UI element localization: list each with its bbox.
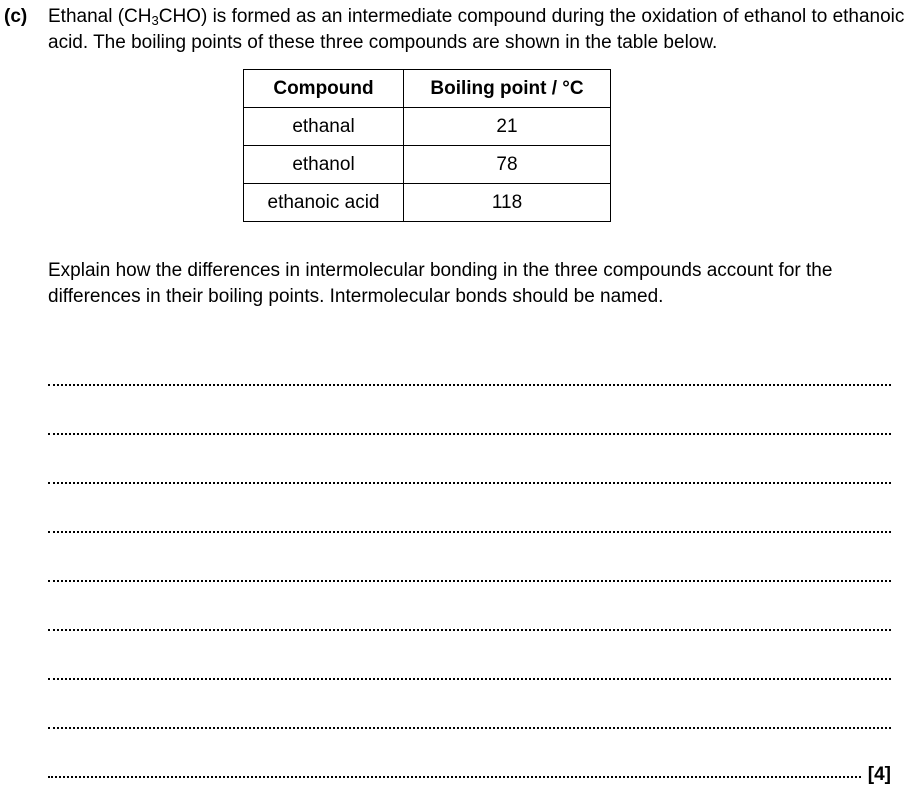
question-part-label: (c) <box>4 6 28 27</box>
answer-line[interactable] <box>48 533 891 582</box>
compound-cell: ethanoic acid <box>244 184 404 222</box>
table-row <box>244 108 611 146</box>
intro-text-start: Ethanal ( <box>48 6 125 27</box>
question-intro <box>48 4 908 56</box>
boiling-point-cell: 118 <box>404 184 611 222</box>
marks-label: [4] <box>867 764 891 785</box>
answer-line[interactable] <box>48 680 891 729</box>
answer-line[interactable] <box>48 337 891 386</box>
answer-line[interactable] <box>48 435 891 484</box>
header-compound: Compound <box>244 70 404 108</box>
table-row <box>244 184 611 222</box>
table-header-row <box>244 70 611 108</box>
answer-line[interactable] <box>48 631 891 680</box>
dotted-rule <box>48 776 861 778</box>
boiling-point-table <box>243 69 611 222</box>
compound-cell: ethanal <box>244 108 404 146</box>
boiling-point-cell: 21 <box>404 108 611 146</box>
intro-text-end: ) is formed as an intermediate compound during the oxidation of ethanol to ethanoic acid. The boiling points of these three compounds are shown in the table below. <box>48 6 905 53</box>
table-row <box>244 146 611 184</box>
question-prompt: Explain how the differences in intermolecular bonding in the three compounds account for the differences in their boiling points. Intermolecular bonds should be named. <box>48 260 833 307</box>
header-boiling-point: Boiling point / °C <box>404 70 611 108</box>
compound-cell: ethanol <box>244 146 404 184</box>
answer-line-final[interactable] <box>48 729 891 785</box>
formula-subscript: 3 <box>151 13 159 28</box>
answer-line[interactable] <box>48 582 891 631</box>
answer-area[interactable] <box>48 337 891 785</box>
boiling-point-cell: 78 <box>404 146 611 184</box>
formula-ch: CH <box>124 6 152 27</box>
answer-line[interactable] <box>48 386 891 435</box>
formula-rest: CHO <box>158 6 201 27</box>
answer-line[interactable] <box>48 484 891 533</box>
